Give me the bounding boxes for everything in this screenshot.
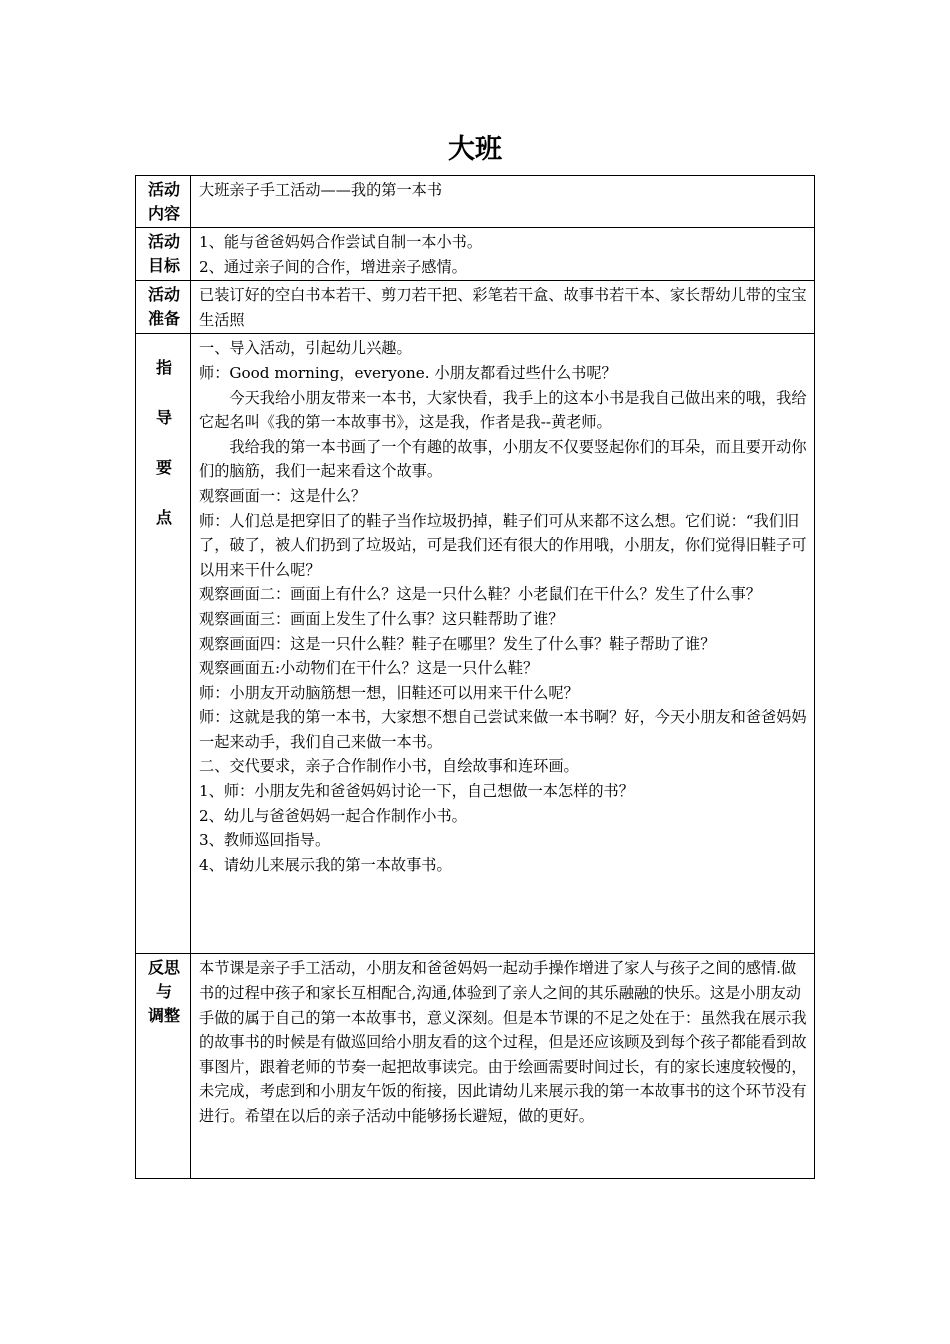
guidance-paragraph: 观察画面三：画面上发生了什么事？这只鞋帮助了谁？ (199, 609, 564, 628)
activity-content-cell (191, 176, 815, 228)
label-guidance (136, 334, 191, 954)
reflection-text: 本节课是亲子手工活动，小朋友和爸爸妈妈一起动手操作增进了家人与孩子之间的感情.做书的过程中孩子和家长互相配合,沟通,体验到了亲人之间的其乐融融的快乐。这是小朋友动手做的属于自己的第一本故事书，意义深刻。但是本节课的不足之处在于：虽然我在展示我的故事书的时候是有做巡回给小朋友看的这个过程，但是还应该顾及到每个孩子都能看到故事图片，跟着老师的节奏一起把故事读完。由于绘画需要时间过长，有的家长速度较慢的，未完成，考虑到和小朋友午饭的衔接，因此请幼儿来展示我的第一本故事书的这个环节没有进行。希望在以后的亲子活动中能够扬长避短，做的更好。 (199, 959, 807, 1125)
label-line: 活动 (147, 180, 180, 199)
row-guidance (136, 334, 815, 954)
row-activity-prep (136, 281, 815, 334)
guidance-paragraph: 二、交代要求，亲子合作制作小书，自绘故事和连环画。 (199, 757, 579, 776)
guidance-paragraph: 3、教师巡回指导。 (199, 831, 331, 850)
page-title: 大班 (448, 134, 502, 165)
guidance-paragraph: 师：这就是我的第一本书，大家想不想自己尝试来做一本书啊？好，今天小朋友和爸爸妈妈一起来动手，我们自己来做一本书。 (199, 708, 807, 751)
guidance-paragraph: 观察画面四：这是一只什么鞋？鞋子在哪里？发生了什么事？鞋子帮助了谁？ (199, 634, 716, 653)
label-line: 内容 (147, 204, 180, 223)
guidance-paragraph: 师：人们总是把穿旧了的鞋子当作垃圾扔掉，鞋子们可从来都不这么想。它们说：“我们旧了，破了，被人们扔到了垃圾站，可是我们还有很大的作用哦，小朋友，你们觉得旧鞋子可以用来干什么呢？ (199, 511, 807, 579)
guidance-paragraph: 我给我的第一本书画了一个有趣的故事，小朋友不仅要竖起你们的耳朵，而且要开动你们的脑筋，我们一起来看这个故事。 (199, 437, 807, 481)
row-reflection (136, 954, 815, 1179)
label-reflection (136, 954, 191, 1179)
label-line: 准备 (147, 309, 180, 329)
guidance-paragraph: 2、幼儿与爸爸妈妈一起合作制作小书。 (199, 806, 467, 825)
activity-prep-cell (191, 281, 815, 334)
label-line: 与 (155, 982, 172, 1002)
guidance-paragraph: 观察画面五:小动物们在干什么？这是一只什么鞋？ (199, 659, 539, 678)
activity-goal-cell (191, 228, 815, 281)
row-activity-content (136, 176, 815, 228)
label-char: 指 (155, 358, 172, 378)
guidance-paragraph: 观察画面二：画面上有什么？这是一只什么鞋？小老鼠们在干什么？发生了什么事？ (199, 585, 761, 604)
guidance-paragraph: 1、师：小朋友先和爸爸妈妈讨论一下，自己想做一本怎样的书？ (199, 782, 634, 801)
label-char: 要 (155, 458, 172, 478)
guidance-paragraph: 观察画面一：这是什么？ (199, 486, 367, 505)
label-activity-content (136, 176, 191, 228)
goal-item: 2、通过亲子间的合作，增进亲子感情。 (199, 257, 467, 276)
label-line: 活动 (147, 285, 180, 305)
activity-prep-text: 已装订好的空白书本若干、剪刀若干把、彩笔若干盒、故事书若干本、家长帮幼儿带的宝宝生活照 (199, 286, 807, 329)
label-line: 反思 (147, 958, 180, 978)
reflection-cell (191, 954, 815, 1179)
guidance-cell (191, 334, 815, 954)
guidance-paragraph: 4、请幼儿来展示我的第一本故事书。 (199, 855, 452, 874)
guidance-paragraph: 一、导入活动，引起幼儿兴趣。 (199, 339, 412, 358)
lesson-plan-table (135, 175, 815, 1179)
label-line: 调整 (147, 1006, 180, 1026)
guidance-paragraph: 师：小朋友开动脑筋想一想，旧鞋还可以用来干什么呢？ (199, 683, 579, 702)
guidance-paragraph: 师：Good morning，everyone. 小朋友都看过些什么书呢？ (199, 363, 617, 382)
label-line: 活动 (147, 232, 180, 251)
label-line: 目标 (147, 256, 180, 275)
label-activity-goal (136, 228, 191, 281)
label-char: 导 (155, 408, 172, 428)
label-activity-prep (136, 281, 191, 334)
activity-content-text: 大班亲子手工活动——我的第一本书 (199, 181, 442, 199)
row-activity-goal (136, 228, 815, 281)
label-char: 点 (155, 508, 172, 528)
goal-item: 1、能与爸爸妈妈合作尝试自制一本小书。 (199, 233, 483, 251)
guidance-paragraph: 今天我给小朋友带来一本书，大家快看，我手上的这本小书是我自己做出来的哦，我给它起名叫《我的第一本故事书》，这是我，作者是我--黄老师。 (199, 388, 807, 432)
